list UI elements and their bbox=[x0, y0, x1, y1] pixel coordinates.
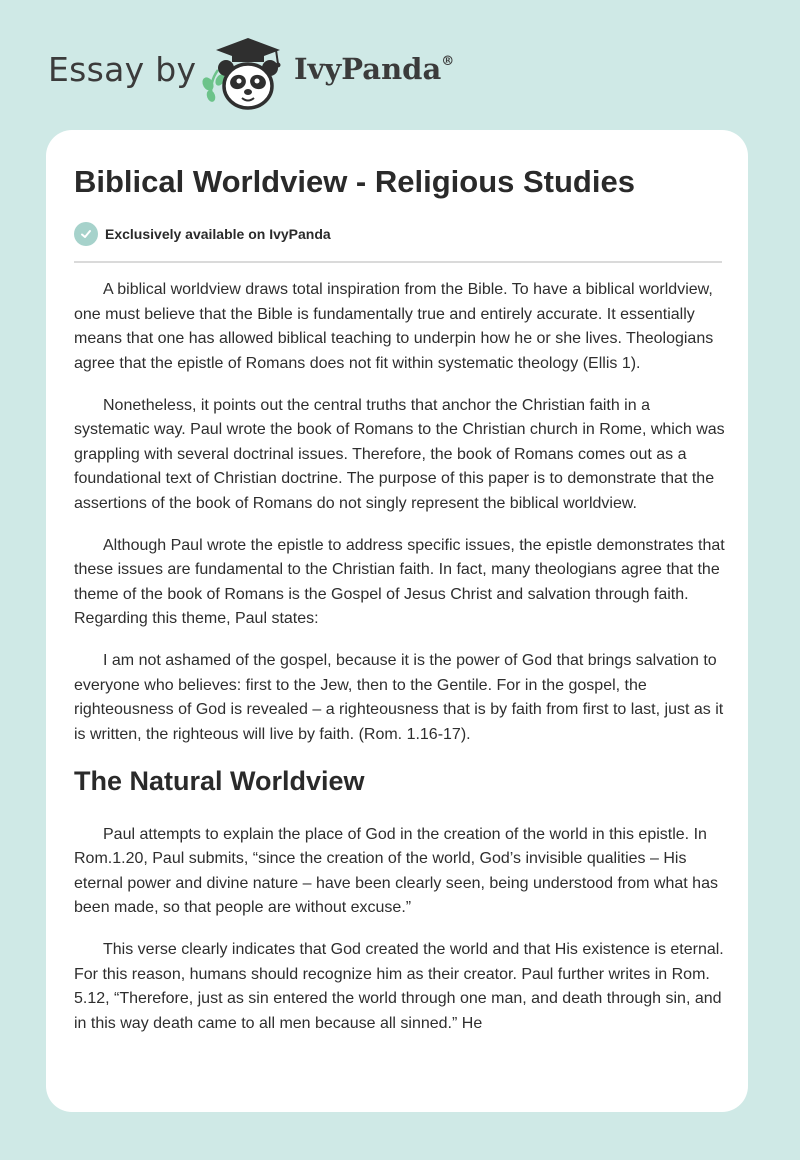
paragraph: Although Paul wrote the epistle to address specific issues, the epistle demonstrates that these issues are fundamental to the Christian faith. In fact, many theologians agree that the theme of the book of Romans is the Gospel of Jesus Christ and salvation through faith. Regarding this theme, Paul states: bbox=[74, 536, 725, 627]
section-heading: The Natural Worldview bbox=[74, 765, 365, 796]
paragraph: Paul attempts to explain the place of God in the creation of the world in this epistle. In Rom.1.20, Paul submits, “since the creation of the world, God’s invisible qualities – His eternal power and divine nature – have been clearly seen, being understood from what has been made, so that people are without excuse.” bbox=[74, 825, 718, 916]
check-icon bbox=[74, 222, 98, 246]
quote-paragraph: I am not ashamed of the gospel, because it is the power of God that brings salvation to everyone who believes: first to the Jew, then to the Gentile. For in the gospel, the righteousness of God is revealed – a righteousness that is by faith from first to last, just as it is written, the righteous will live by faith. (Rom. 1.16-17). bbox=[74, 652, 724, 743]
paragraph: A biblical worldview draws total inspiration from the Bible. To have a biblical worldview, one must believe that the Bible is fundamentally true and entirely accurate. It essentially means that one has allowed biblical teaching to underpin how he or she lives. Theologians agree that the epistle of Romans does not fit within systematic theology (Ellis 1). bbox=[74, 281, 714, 372]
brand-label: IvyPanda bbox=[294, 52, 442, 86]
essay-body bbox=[74, 278, 726, 1054]
page-title: Biblical Worldview - Religious Studies bbox=[74, 164, 635, 199]
paragraph: Nonetheless, it points out the central truths that anchor the Christian faith in a systematic way. Paul wrote the book of Romans to the Christian church in Rome, which was grappling with several doctrinal issues. Therefore, the book of Romans comes out as a foundational text of Christian doctrine. The purpose of this paper is to demonstrate that the assertions of the book of Romans do not singly represent the biblical worldview. bbox=[74, 396, 725, 512]
badge-label: Exclusively available on IvyPanda bbox=[105, 226, 331, 242]
brand-name[interactable] bbox=[294, 52, 454, 86]
panda-graduate-icon[interactable] bbox=[198, 34, 286, 112]
site-header bbox=[0, 0, 800, 130]
essay-by-label: Essay by bbox=[48, 50, 197, 89]
essay-card bbox=[46, 130, 748, 1112]
divider bbox=[74, 261, 722, 263]
trademark-symbol: ® bbox=[441, 54, 455, 69]
exclusive-badge bbox=[74, 222, 331, 246]
paragraph: This verse clearly indicates that God created the world and that His existence is eternal. For this reason, humans should recognize him as their creator. Paul further writes in Rom. 5.12, “Therefore, just as sin entered the world through one man, and death through sin, and in this way death came to all men because all sinned.” He bbox=[74, 941, 724, 1032]
